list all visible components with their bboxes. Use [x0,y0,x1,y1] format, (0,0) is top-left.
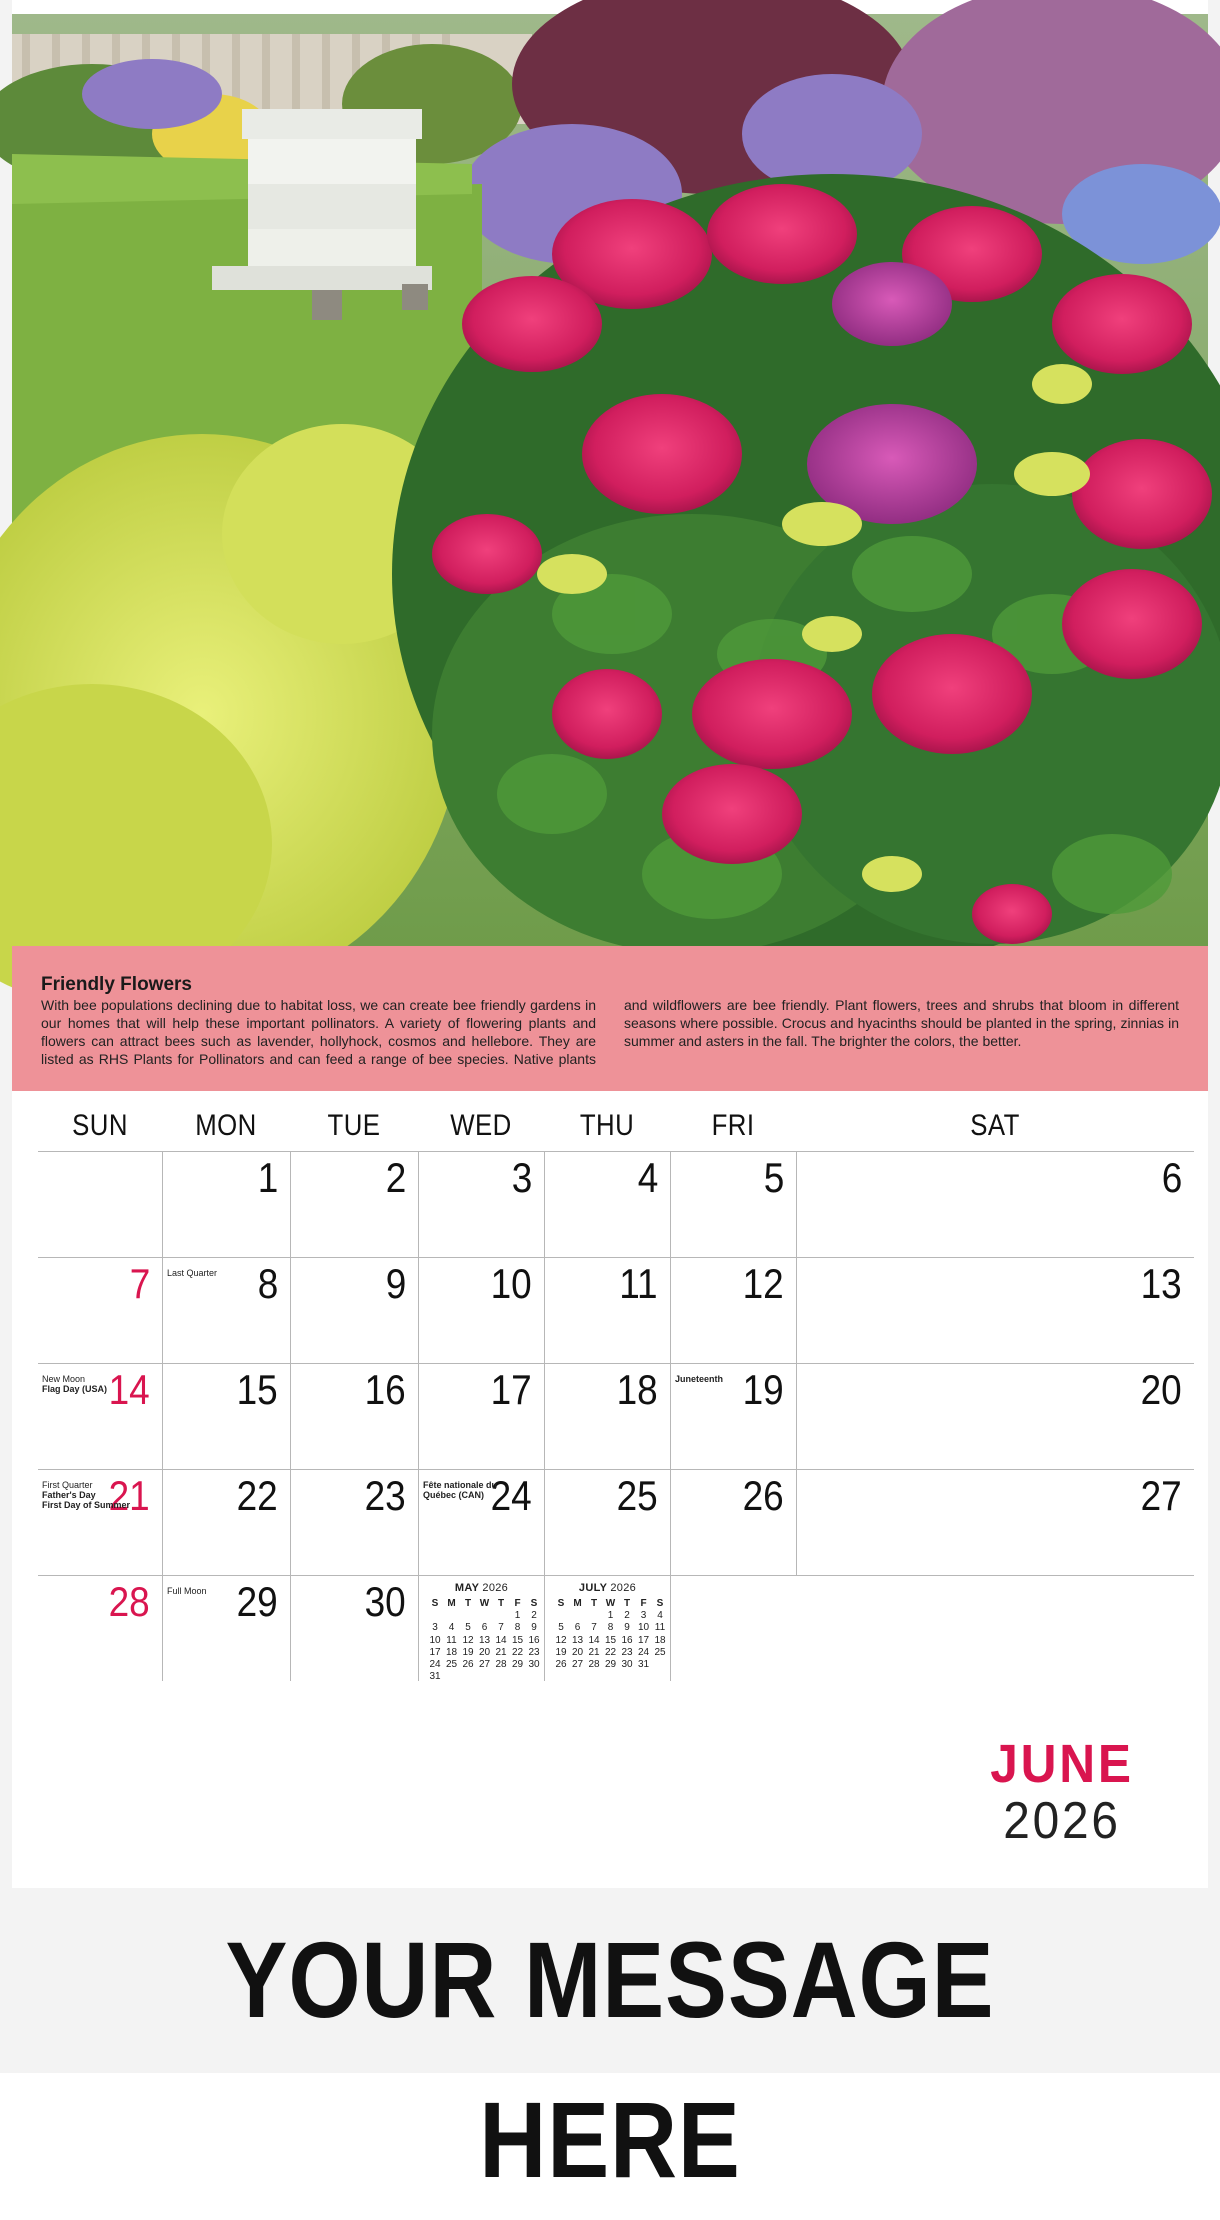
day-number: 1 [257,1154,278,1201]
mini-calendar-week-row [419,1671,544,1686]
day-cell [38,1575,162,1681]
mini-calendar-july [544,1575,670,1681]
day-cell [418,1363,544,1469]
mini-calendar-day: 25 [654,1646,666,1658]
day-number: 19 [742,1366,784,1413]
mini-calendar-weekday: T [464,1598,472,1609]
month-label-cell [670,1575,796,1681]
mini-calendar-day: 10 [637,1622,650,1634]
mini-calendar-day: 19 [555,1646,567,1658]
mini-calendar-day: 8 [607,1622,614,1634]
garden-photo [12,14,1208,946]
day-note: Juneteenth [675,1374,724,1384]
day-cell [418,1469,544,1575]
day-number: 24 [490,1472,532,1519]
day-cell [290,1363,418,1469]
mini-calendar-day: 24 [429,1659,441,1670]
mini-calendar-weekday: T [623,1598,631,1609]
month-label-cell [796,1575,1194,1681]
mini-calendar-weekday: M [573,1598,582,1609]
day-number: 25 [616,1472,658,1519]
mini-calendar-day: 19 [462,1646,474,1658]
day-cell [670,1257,796,1363]
day-cell [418,1151,544,1257]
mini-calendar-day: 23 [528,1646,540,1658]
mini-calendar-year: 2026 [482,1582,509,1594]
mini-calendar-day: 3 [640,1610,647,1622]
day-number: 2 [385,1154,406,1201]
mini-calendar-weekday: S [656,1598,664,1609]
mini-calendar-day: 9 [624,1622,630,1634]
day-cell [418,1257,544,1363]
day-number: 3 [511,1154,532,1201]
mini-calendar-day: 6 [481,1622,488,1634]
weekday-header: SAT [970,1109,1020,1142]
day-number: 23 [364,1472,406,1519]
mini-calendar-day: 16 [621,1634,633,1646]
day-cell [162,1469,290,1575]
day-number: 16 [364,1366,406,1413]
day-note: First Day of Summer [42,1500,131,1510]
mini-calendar-title [545,1582,670,1594]
mini-calendar-month: JULY [578,1582,608,1594]
day-note: New Moon [42,1374,86,1384]
mini-calendar-day: 3 [432,1622,438,1634]
mini-calendar-weekday: M [447,1598,456,1609]
day-cell [796,1469,1194,1575]
mini-calendar-day: 21 [495,1646,507,1658]
day-cell [162,1257,290,1363]
day-cell [290,1151,418,1257]
day-number: 13 [1140,1260,1182,1307]
weekday-header: MON [195,1109,257,1142]
day-number: 14 [108,1366,150,1413]
mini-calendar-day: 26 [555,1659,567,1670]
day-number: 12 [742,1260,784,1307]
day-number: 18 [616,1366,658,1413]
day-number: 6 [1161,1154,1182,1201]
month-year: 2026 [1003,1792,1121,1850]
day-cell [162,1575,290,1681]
mini-calendar-weekday: W [479,1598,490,1609]
mini-calendar-day: 12 [555,1634,567,1646]
day-cell [544,1257,670,1363]
day-number: 10 [490,1260,532,1307]
day-cell [544,1469,670,1575]
mini-calendar-weekday: F [640,1598,647,1609]
day-cell [290,1257,418,1363]
day-note: Full Moon [167,1586,207,1596]
calendar-sheet [12,0,1208,1888]
mini-calendar-day: 20 [478,1646,491,1658]
day-cell [290,1575,418,1681]
month-name: JUNE [990,1734,1134,1794]
day-number: 21 [108,1472,150,1519]
mini-calendar-day: 28 [588,1659,600,1670]
mini-calendar-day: 5 [558,1622,564,1634]
day-number: 15 [236,1366,278,1413]
day-cell [38,1151,162,1257]
day-number: 27 [1140,1472,1182,1519]
mini-calendar-day: 9 [531,1622,537,1634]
mini-calendar-day: 18 [445,1646,458,1658]
mini-calendar-day: 10 [429,1634,441,1646]
mini-calendar-title [419,1582,544,1594]
mini-calendar-day: 29 [604,1659,617,1670]
day-note: Québec (CAN) [423,1490,485,1500]
day-cell [796,1257,1194,1363]
day-number: 17 [490,1366,532,1413]
mini-calendar-day: 24 [637,1646,650,1658]
day-cell [544,1363,670,1469]
mini-calendar-day: 5 [465,1622,471,1634]
weekday-header: WED [450,1109,512,1142]
mini-calendar-day: 14 [495,1634,507,1646]
day-cell [38,1363,162,1469]
mini-calendar-day: 14 [588,1634,600,1646]
mini-calendar-day: 8 [514,1622,521,1634]
mini-calendar-day: 13 [478,1634,491,1646]
message-banner: YOUR MESSAGE HERE [225,1919,995,2200]
mini-calendar-weekday: S [557,1598,565,1609]
mini-calendar-day: 2 [624,1610,630,1622]
day-number: 11 [619,1260,658,1307]
mini-calendar-day: 22 [511,1646,524,1658]
mini-calendar-day: 13 [571,1634,584,1646]
day-note: Fête nationale du [423,1480,498,1490]
mini-calendar-day: 22 [604,1646,617,1658]
day-cell [544,1151,670,1257]
mini-calendar-day: 6 [574,1622,581,1634]
mini-calendar-weekday: T [590,1598,598,1609]
mini-calendar-day: 30 [621,1659,633,1670]
mini-calendar-day: 30 [528,1659,540,1670]
day-cell [670,1151,796,1257]
day-note: Last Quarter [167,1268,218,1278]
day-note: First Quarter [42,1480,93,1490]
mini-calendar-day: 17 [637,1634,650,1646]
article-title: Friendly Flowers [41,974,192,995]
day-number: 7 [129,1260,150,1307]
mini-calendar-day: 16 [528,1634,540,1646]
mini-calendar-day: 27 [571,1659,584,1670]
mini-calendar-day: 4 [657,1610,663,1622]
day-cell [38,1469,162,1575]
day-number: 28 [108,1578,150,1625]
article-band [12,946,1208,1091]
day-number: 26 [742,1472,784,1519]
mini-calendar-day: 25 [445,1659,458,1670]
mini-calendar-day: 17 [429,1646,441,1658]
mini-calendar-day: 31 [429,1671,441,1683]
day-cell [162,1363,290,1469]
day-note: Flag Day (USA) [42,1384,108,1394]
mini-calendar-day: 1 [607,1610,614,1622]
mini-calendar-day: 12 [462,1634,474,1646]
day-cell [796,1363,1194,1469]
mini-calendar-day: 26 [462,1659,474,1670]
day-cell [38,1257,162,1363]
weekday-header: FRI [711,1109,755,1142]
day-note: Father's Day [42,1490,96,1500]
mini-calendar-day: 11 [654,1622,666,1634]
mini-calendar-day: 27 [478,1659,491,1670]
article-body: With bee populations declining due to habitat loss, we can create bee friendly gardens in our homes that will help these important pollinators. A variety of flowering plants and flowers can attract bees such as lavender, hollyhock, cosmos and hellebore. They are listed as RHS Plants for Pollinators and can feed a range of bee species. Native plants and wildflowers are bee friendly. Plant flowers, trees and shrubs that bloom in different seasons where possible. Crocus and hyacinths should be planted in the spring, zinnias in summer and asters in the fall. The brighter the colors, the better. [41,997,1179,1067]
day-cell [162,1151,290,1257]
mini-calendar-day: 31 [637,1659,650,1670]
mini-calendar-day: 29 [511,1659,524,1670]
mini-calendar-day: 4 [448,1622,455,1634]
day-number: 29 [236,1578,278,1625]
mini-calendar-day: 11 [446,1634,457,1646]
day-number: 8 [257,1260,278,1307]
day-number: 9 [385,1260,406,1307]
day-number: 30 [364,1578,406,1625]
mini-calendar-day: 7 [498,1622,504,1634]
day-cell [670,1469,796,1575]
mini-calendar-day: 15 [511,1634,524,1646]
mini-calendar-day: 20 [571,1646,584,1658]
day-number: 20 [1140,1366,1182,1413]
mini-calendar-day: 28 [495,1659,507,1670]
day-cell [796,1151,1194,1257]
mini-calendar-day: 23 [621,1646,633,1658]
mini-calendar-day: 21 [588,1646,600,1658]
mini-calendar-weekday: S [530,1598,538,1609]
weekday-header: TUE [327,1109,381,1142]
mini-calendar-day: 7 [591,1622,597,1634]
day-number: 4 [637,1154,658,1201]
day-number: 22 [236,1472,278,1519]
weekday-header: SUN [72,1109,128,1142]
mini-calendar-day: 2 [531,1610,537,1622]
mini-calendar-week-row [545,1659,670,1674]
weekday-header: THU [579,1109,635,1142]
mini-calendar-day: 15 [604,1634,617,1646]
mini-calendar-day: 18 [654,1634,666,1646]
mini-calendar-weekday: F [514,1598,521,1609]
day-cell [670,1363,796,1469]
mini-calendar-weekday: T [497,1598,505,1609]
mini-calendar-year: 2026 [610,1582,637,1594]
mini-calendar-day: 1 [514,1610,521,1622]
mini-calendar-may [418,1575,544,1681]
mini-calendar-month: MAY [454,1582,480,1594]
day-number: 5 [763,1154,784,1201]
mini-calendar-weekday: S [431,1598,439,1609]
day-cell [290,1469,418,1575]
mini-calendar-weekday: W [605,1598,616,1609]
